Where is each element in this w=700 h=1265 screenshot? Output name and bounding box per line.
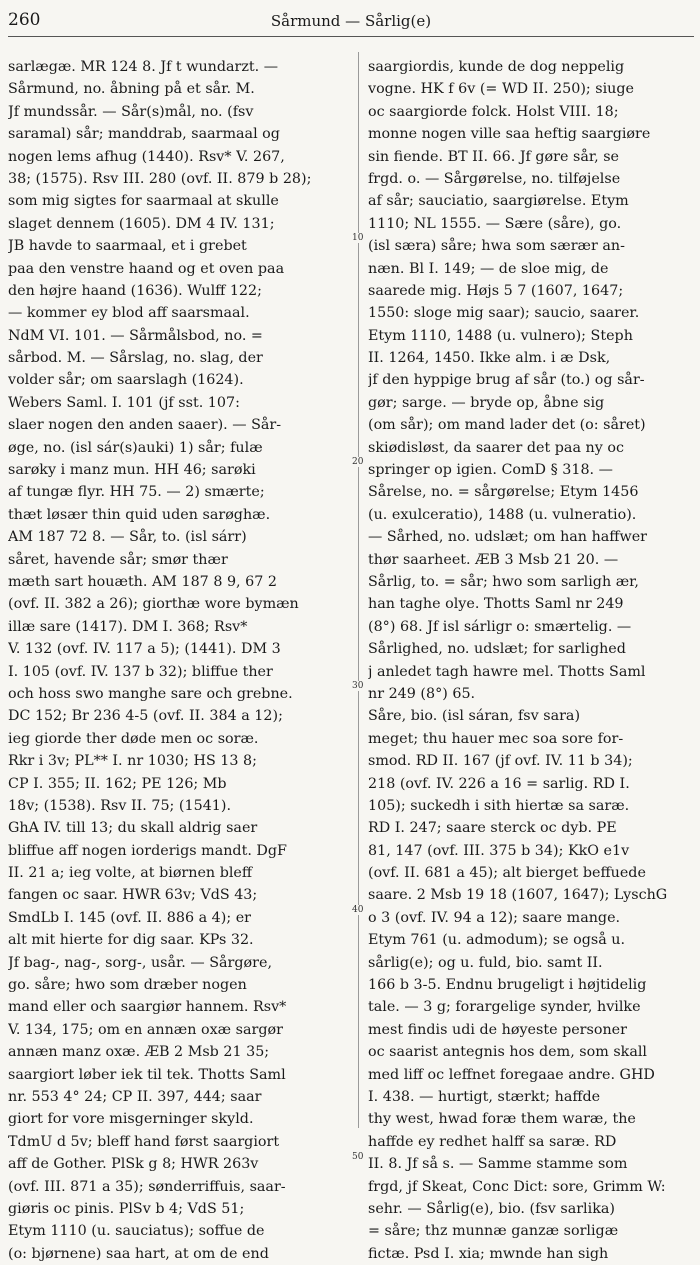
text-line: 1110; NL 1555. — Sære (såre), go. (368, 215, 622, 232)
text-line: øge, no. (isl sár(s)auki) 1) sår; fulæ (8, 439, 263, 456)
text-line: Etym 761 (u. admodum); se også u. (368, 932, 626, 949)
text-line: såret, havende sår; smør thær (8, 551, 228, 568)
text-line: — kommer ey blod aff saarsmaal. (8, 305, 250, 322)
text-line: och hoss swo manghe sare och grebne. (8, 685, 293, 702)
text-line: af sår; sauciatio, saargiørelse. Etym (368, 193, 629, 210)
text-line: thæt løsær thin quid uden sarøghæ. (8, 506, 271, 523)
text-line: vogne. HK f 6v (= WD II. 250); siuge (368, 81, 634, 98)
text-line: mæth sart houæth. AM 187 8 9, 67 2 (8, 573, 277, 590)
text-line: DC 152; Br 236 4-5 (ovf. II. 384 a 12); (8, 708, 283, 725)
text-line: V. 134, 175; om en annæn oxæ sargør (8, 1021, 283, 1038)
text-line: han taghe olye. Thotts Saml nr 249 (368, 596, 624, 613)
text-line: 105); suckedh i sith hiertæ sa saræ. (368, 797, 630, 814)
text-line: nogen lems afhug (1440). Rsv* V. 267, (8, 148, 285, 165)
text-line: GhA IV. till 13; du skall aldrig saer (8, 820, 258, 837)
text-line: thør saarheet. ÆB 3 Msb 21 20. — (368, 551, 619, 568)
text-line: gør; sarge. — bryde op, åbne sig (368, 394, 605, 411)
running-head: Sårmund — Sårlig(e) (270, 12, 432, 30)
right-column (368, 56, 698, 1265)
text-line: fangen oc saar. HWR 63v; VdS 43; (8, 887, 258, 904)
text-line: (ovf. II. 382 a 26); giorthæ wore bymæn (8, 596, 299, 613)
text-line: oc saarist antegnis hos dem, som skall (368, 1044, 647, 1061)
text-line: frgd, jf Skeat, Conc Dict: sore, Grimm W: (368, 1178, 666, 1195)
line-marker-50: 50 (352, 1151, 364, 1162)
text-line: saarede mig. Højs 5 7 (1607, 1647; (368, 282, 624, 299)
text-line: (u. exulceratio), 1488 (u. vulneratio). (368, 506, 637, 523)
text-line: (ovf. III. 871 a 35); sønderriffuis, saar- (8, 1178, 286, 1195)
text-line: mand eller och saargiør hannem. Rsv* (8, 999, 287, 1016)
page-header (8, 8, 694, 37)
text-line: volder sår; om saarslagh (1624). (8, 372, 244, 389)
text-line: giort for vore misgerninger skyld. (8, 1111, 254, 1128)
text-line: fictæ. Psd I. xia; mwnde han sigh (368, 1245, 609, 1262)
text-line: springer op igien. ComD § 318. — (368, 462, 613, 479)
text-line: (o: bjørnene) saa hart, at om de end (8, 1245, 269, 1262)
text-line: slaget dennem (1605). DM 4 IV. 131; (8, 215, 275, 232)
left-column (8, 56, 352, 1265)
text-line: skiødisløst, da saarer det paa ny oc (368, 439, 624, 456)
text-line: CP I. 355; II. 162; PE 126; Mb (8, 775, 227, 792)
text-line: V. 132 (ovf. IV. 117 a 5); (1441). DM 3 (8, 641, 281, 658)
text-line: tale. — 3 g; forargelige synder, hvilke (368, 999, 641, 1016)
text-line: monne nogen ville saa heftig saargiøre (368, 126, 651, 143)
text-line: Sårlighed, no. udslæt; for sarlighed (368, 641, 626, 658)
line-marker-30: 30 (352, 681, 364, 691)
page-number: 260 (8, 10, 41, 30)
text-line: (8°) 68. Jf isl sárligr o: smærtelig. — (368, 618, 632, 635)
text-line: (ovf. II. 681 a 45); alt bierget beffuede (368, 865, 646, 882)
text-line: sarøky i manz mun. HH 46; sarøki (8, 462, 256, 479)
text-line: ieg giorde ther døde men oc soræ. (8, 730, 259, 747)
text-line: alt mit hierte for dig saar. KPs 32. (8, 932, 254, 949)
column-divider (358, 52, 359, 1128)
text-line: TdmU d 5v; bleff hand først saargiort (8, 1133, 280, 1150)
text-line: = såre; thz munnæ ganzæ sorligæ (368, 1223, 619, 1240)
text-line: slaer nogen den anden saaer). — Sår- (8, 417, 282, 434)
text-line: saargiordis, kunde de dog neppelig (368, 59, 625, 75)
text-line: (om sår); om mand lader det (o: såret) (368, 417, 646, 434)
text-line: saare. 2 Msb 19 18 (1607, 1647); LyschG (368, 887, 668, 904)
text-line: AM 187 72 8. — Sår, to. (isl sárr) (8, 529, 247, 546)
text-line: nr 249 (8°) 65. (368, 685, 476, 702)
text-line: frgd. o. — Sårgørelse, no. tilføjelse (368, 170, 621, 187)
text-line: 81, 147 (ovf. III. 375 b 34); KkO e1v (368, 842, 630, 859)
text-line: næn. Bl I. 149; — de sloe mig, de (368, 260, 609, 277)
text-line: med liff oc leffnet foregaae andre. GHD (368, 1066, 655, 1083)
text-line: thy west, hwad foræ them waræ, the (368, 1111, 636, 1128)
text-line: SmdLb I. 145 (ovf. II. 886 a 4); er (8, 909, 252, 926)
text-line: II. 1264, 1450. Ikke alm. i æ Dsk, (368, 350, 611, 367)
text-line: Sårlig, to. = sår; hwo som sarligh ær, (368, 573, 639, 590)
text-line: (isl særa) såre; hwa som særær an- (368, 238, 625, 255)
text-line: Etym 1110 (u. sauciatus); soffue de (8, 1223, 265, 1240)
text-line: Webers Saml. I. 101 (jf sst. 107: (8, 394, 240, 411)
text-line: som mig sigtes for saarmaal at skulle (8, 193, 279, 210)
text-line: den højre haand (1636). Wulff 122; (8, 282, 262, 299)
text-line: I. 438. — hurtigt, stærkt; haffde (368, 1088, 601, 1105)
text-line: haffde ey redhet halff sa saræ. RD (368, 1133, 617, 1150)
text-line: giøris oc pinis. PlSv b 4; VdS 51; (8, 1200, 245, 1217)
text-line: — Sårhed, no. udslæt; om han haffwer (368, 529, 647, 546)
text-line: Rkr i 3v; PL** I. nr 1030; HS 13 8; (8, 753, 257, 770)
text-line: saargiort løber iek til tek. Thotts Saml (8, 1066, 286, 1083)
text-line: mest findis udi de høyeste personer (368, 1021, 627, 1038)
text-line: jf den hyppige brug af sår (to.) og sår- (368, 372, 645, 389)
text-line: paa den venstre haand og et oven paa (8, 260, 285, 277)
text-line: oc saargiorde folck. Holst VIII. 18; (368, 103, 619, 120)
text-line: sin fiende. BT II. 66. Jf gøre sår, se (368, 148, 619, 165)
text-line: 218 (ovf. IV. 226 a 16 = sarlig. RD I. (368, 775, 630, 792)
text-line: meget; thu hauer mec soa sore for- (368, 730, 624, 747)
text-line: Jf bag-, nag-, sorg-, usår. — Sårgøre, (8, 954, 272, 971)
text-line: sehr. — Sårlig(e), bio. (fsv sarlika) (368, 1200, 615, 1217)
text-line: 1550: sloge mig saar); saucio, saarer. (368, 305, 640, 322)
text-line: NdM VI. 101. — Sårmålsbod, no. = (8, 327, 263, 344)
line-marker-40: 40 (352, 905, 364, 915)
text-line: Sårmund, no. åbning på et sår. M. (8, 81, 255, 98)
text-line: JB havde to saarmaal, et i grebet (8, 238, 247, 255)
text-line: sarlægæ. MR 124 8. Jf t wundarzt. — (8, 59, 279, 75)
text-line: illæ sare (1417). DM I. 368; Rsv* (8, 618, 248, 635)
text-line: Etym 1110, 1488 (u. vulnero); Steph (368, 327, 633, 344)
text-line: Såre, bio. (isl sáran, fsv sara) (368, 708, 581, 725)
text-line: j anledet tagh hawre mel. Thotts Saml (368, 663, 646, 680)
text-line: sårlig(e); og u. fuld, bio. samt II. (368, 954, 603, 971)
text-line: Jf mundssår. — Sår(s)mål, no. (fsv (8, 103, 254, 120)
text-line: Sårelse, no. = sårgørelse; Etym 1456 (368, 484, 639, 501)
text-line: bliffue aff nogen iorderigs mandt. DgF (8, 842, 287, 859)
text-line: go. såre; hwo som dræber nogen (8, 977, 247, 994)
text-line: o 3 (ovf. IV. 94 a 12); saare mange. (368, 909, 621, 926)
line-marker-20: 20 (352, 457, 364, 467)
line-marker-10: 10 (352, 233, 364, 243)
text-line: 38; (1575). Rsv III. 280 (ovf. II. 879 b 28); (8, 170, 312, 187)
text-line: II. 8. Jf så s. — Samme stamme som (368, 1156, 628, 1173)
text-line: RD I. 247; saare sterck oc dyb. PE (368, 820, 617, 837)
text-line: 18v; (1538). Rsv II. 75; (1541). (8, 797, 232, 814)
text-line: smod. RD II. 167 (jf ovf. IV. 11 b 34); (368, 753, 633, 770)
text-line: I. 105 (ovf. IV. 137 b 32); bliffue ther (8, 663, 273, 680)
text-line: II. 21 a; ieg volte, at biørnen bleff (8, 865, 253, 882)
text-line: annæn manz oxæ. ÆB 2 Msb 21 35; (8, 1044, 270, 1061)
text-line: af tungæ flyr. HH 75. — 2) smærte; (8, 484, 265, 501)
text-line: aff de Gother. PlSk g 8; HWR 263v (8, 1156, 259, 1173)
text-line: 166 b 3-5. Endnu brugeligt i højtidelig (368, 977, 647, 994)
text-line: nr. 553 4° 24; CP II. 397, 444; saar (8, 1088, 262, 1105)
text-line: sårbod. M. — Sårslag, no. slag, der (8, 350, 263, 367)
text-line: saramal) sår; manddrab, saarmaal og (8, 126, 280, 143)
